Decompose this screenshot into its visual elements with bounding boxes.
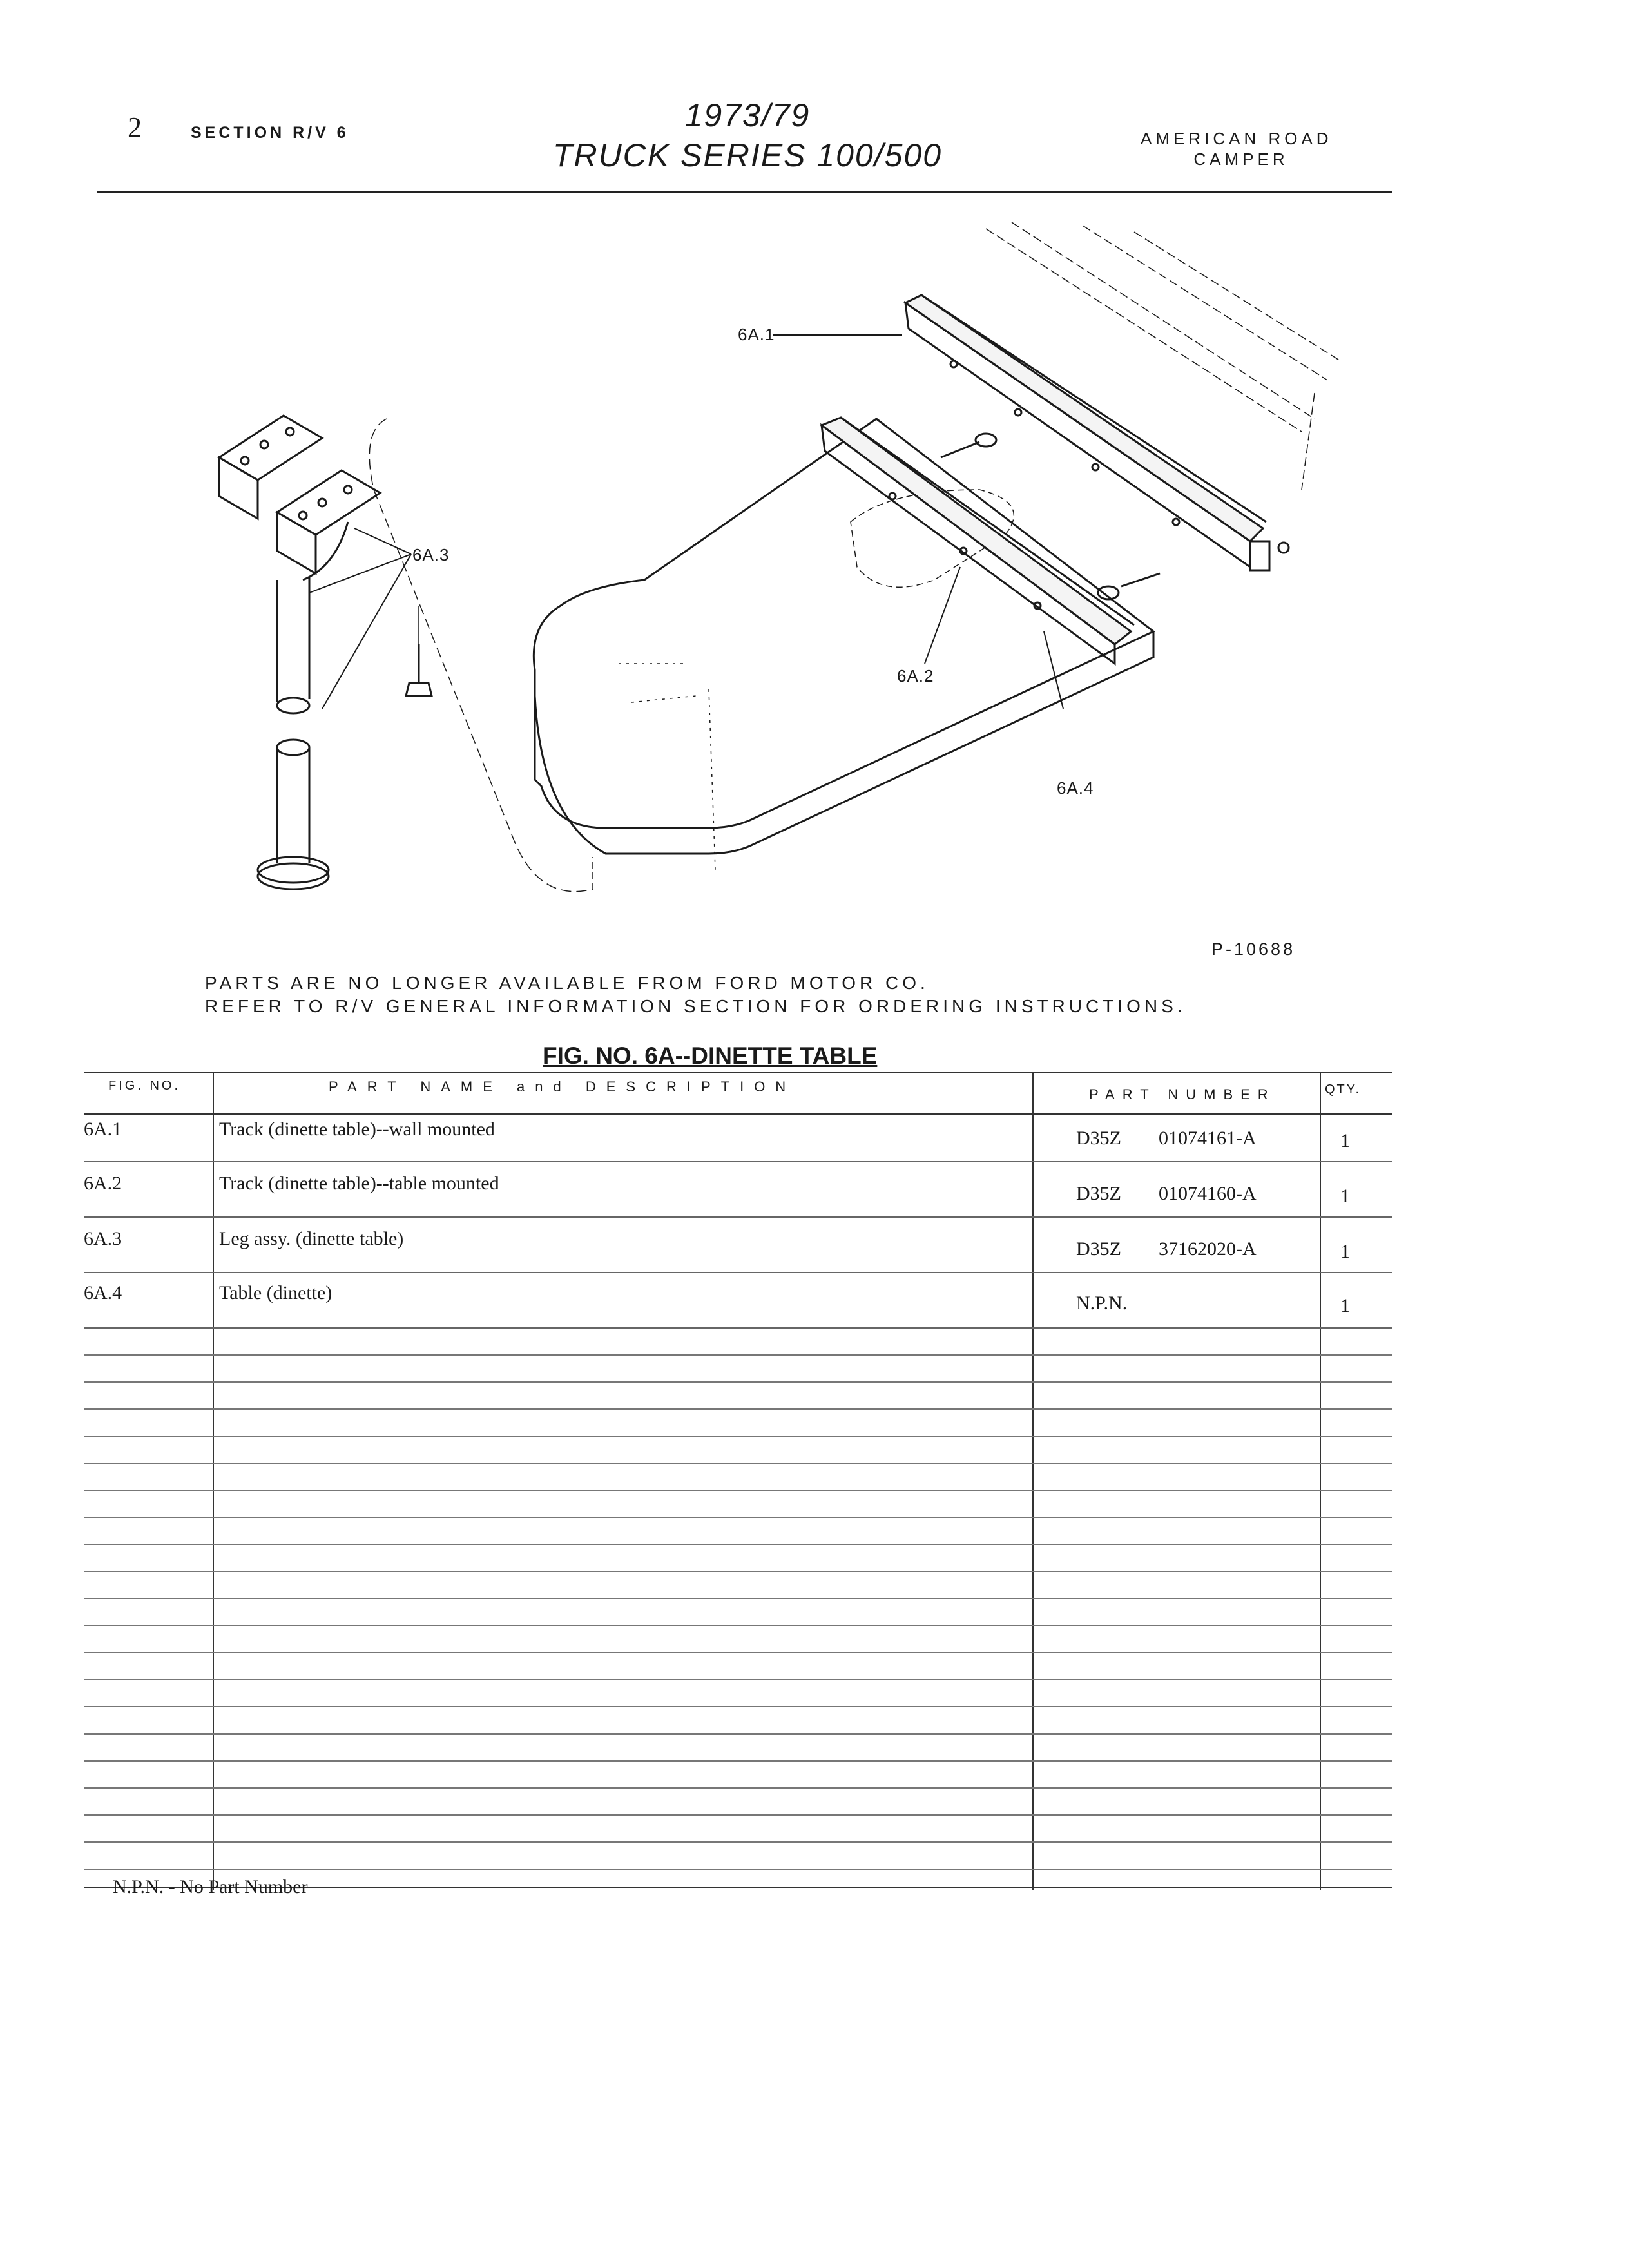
callout-6a1: 6A.1 [738, 325, 775, 344]
row-rule [84, 1327, 1392, 1329]
header-rule [97, 191, 1392, 193]
part-prefix: D35Z [1076, 1238, 1121, 1260]
part-number: 01074161-A [1159, 1128, 1257, 1149]
fig-number: 6A.2 [84, 1173, 122, 1194]
callout-6a2: 6A.2 [897, 666, 934, 686]
blank-row-rule [84, 1733, 1392, 1735]
ordering-instructions: REFER TO R/V GENERAL INFORMATION SECTION FOR ORDERING INSTRUCTIONS. [205, 996, 1186, 1016]
fig-number: 6A.3 [84, 1228, 122, 1249]
fig-number: 6A.4 [84, 1282, 122, 1303]
blank-row-rule [84, 1760, 1392, 1762]
part-description: Track (dinette table)--table mounted [219, 1173, 499, 1194]
header-part-number: PART NUMBER [1089, 1086, 1276, 1102]
blank-row-rule [84, 1679, 1392, 1680]
wall-hatching [986, 222, 1340, 490]
part-prefix: N.P.N. [1076, 1293, 1128, 1314]
blank-row-rule [84, 1354, 1392, 1356]
part-prefix: D35Z [1076, 1128, 1121, 1149]
brand-line-2: CAMPER [1193, 149, 1289, 169]
quantity: 1 [1340, 1130, 1350, 1151]
blank-row-rule [84, 1598, 1392, 1599]
blank-row-rule [84, 1706, 1392, 1707]
blank-row-rule [84, 1408, 1392, 1410]
model-years: 1973/79 [684, 97, 811, 133]
availability-notice: PARTS ARE NO LONGER AVAILABLE FROM FORD MOTOR CO. [205, 973, 929, 993]
tabletop [534, 419, 1153, 870]
blank-row-rule [84, 1625, 1392, 1626]
footnote: N.P.N. - No Part Number [113, 1876, 308, 1898]
blank-row-rule [84, 1814, 1392, 1816]
section-label: SECTION R/V 6 [191, 124, 349, 142]
part-description: Table (dinette) [219, 1282, 333, 1303]
blank-row-rule [84, 1869, 1392, 1870]
row-rule [84, 1216, 1392, 1218]
table-top-rule [84, 1072, 1392, 1073]
header-rule [84, 1113, 1392, 1115]
blank-row-rule [84, 1652, 1392, 1653]
quantity: 1 [1340, 1241, 1350, 1262]
blank-row-rule [84, 1517, 1392, 1518]
part-description: Leg assy. (dinette table) [219, 1228, 404, 1249]
blank-row-rule [84, 1841, 1392, 1843]
part-description: Track (dinette table)--wall mounted [219, 1119, 495, 1140]
plate-id: P-10688 [1211, 939, 1296, 959]
blank-row-rule [84, 1544, 1392, 1545]
row-rule [84, 1272, 1392, 1273]
dinette-table-exploded-diagram [193, 219, 1353, 928]
blank-row-rule [84, 1436, 1392, 1437]
column-divider [1032, 1072, 1034, 1890]
row-rule [84, 1161, 1392, 1162]
callout-6a3: 6A.3 [412, 545, 450, 564]
part-number: 01074160-A [1159, 1183, 1257, 1204]
fig-number: 6A.1 [84, 1119, 122, 1140]
column-divider [1320, 1072, 1321, 1890]
quantity: 1 [1340, 1295, 1350, 1316]
blank-row-rule [84, 1381, 1392, 1383]
callout-6a4: 6A.4 [1057, 778, 1094, 798]
header-qty: QTY. [1325, 1082, 1362, 1097]
figure-title: FIG. NO. 6A--DINETTE TABLE [543, 1043, 878, 1069]
blank-row-rule [84, 1787, 1392, 1789]
blank-row-rule [84, 1571, 1392, 1572]
column-divider [213, 1072, 214, 1890]
parts-table [84, 1072, 1392, 1888]
blank-row-rule [84, 1463, 1392, 1464]
blank-row-rule [84, 1490, 1392, 1491]
page-number: 2 [128, 111, 142, 143]
truck-series-title: TRUCK SERIES 100/500 [552, 137, 943, 173]
part-number: 37162020-A [1159, 1238, 1257, 1260]
quantity: 1 [1340, 1186, 1350, 1207]
header-description: PART NAME and DESCRIPTION [329, 1079, 796, 1095]
brand-line-1: AMERICAN ROAD [1141, 129, 1333, 148]
part-prefix: D35Z [1076, 1183, 1121, 1204]
header-fig-no: FIG. NO. [108, 1079, 180, 1093]
